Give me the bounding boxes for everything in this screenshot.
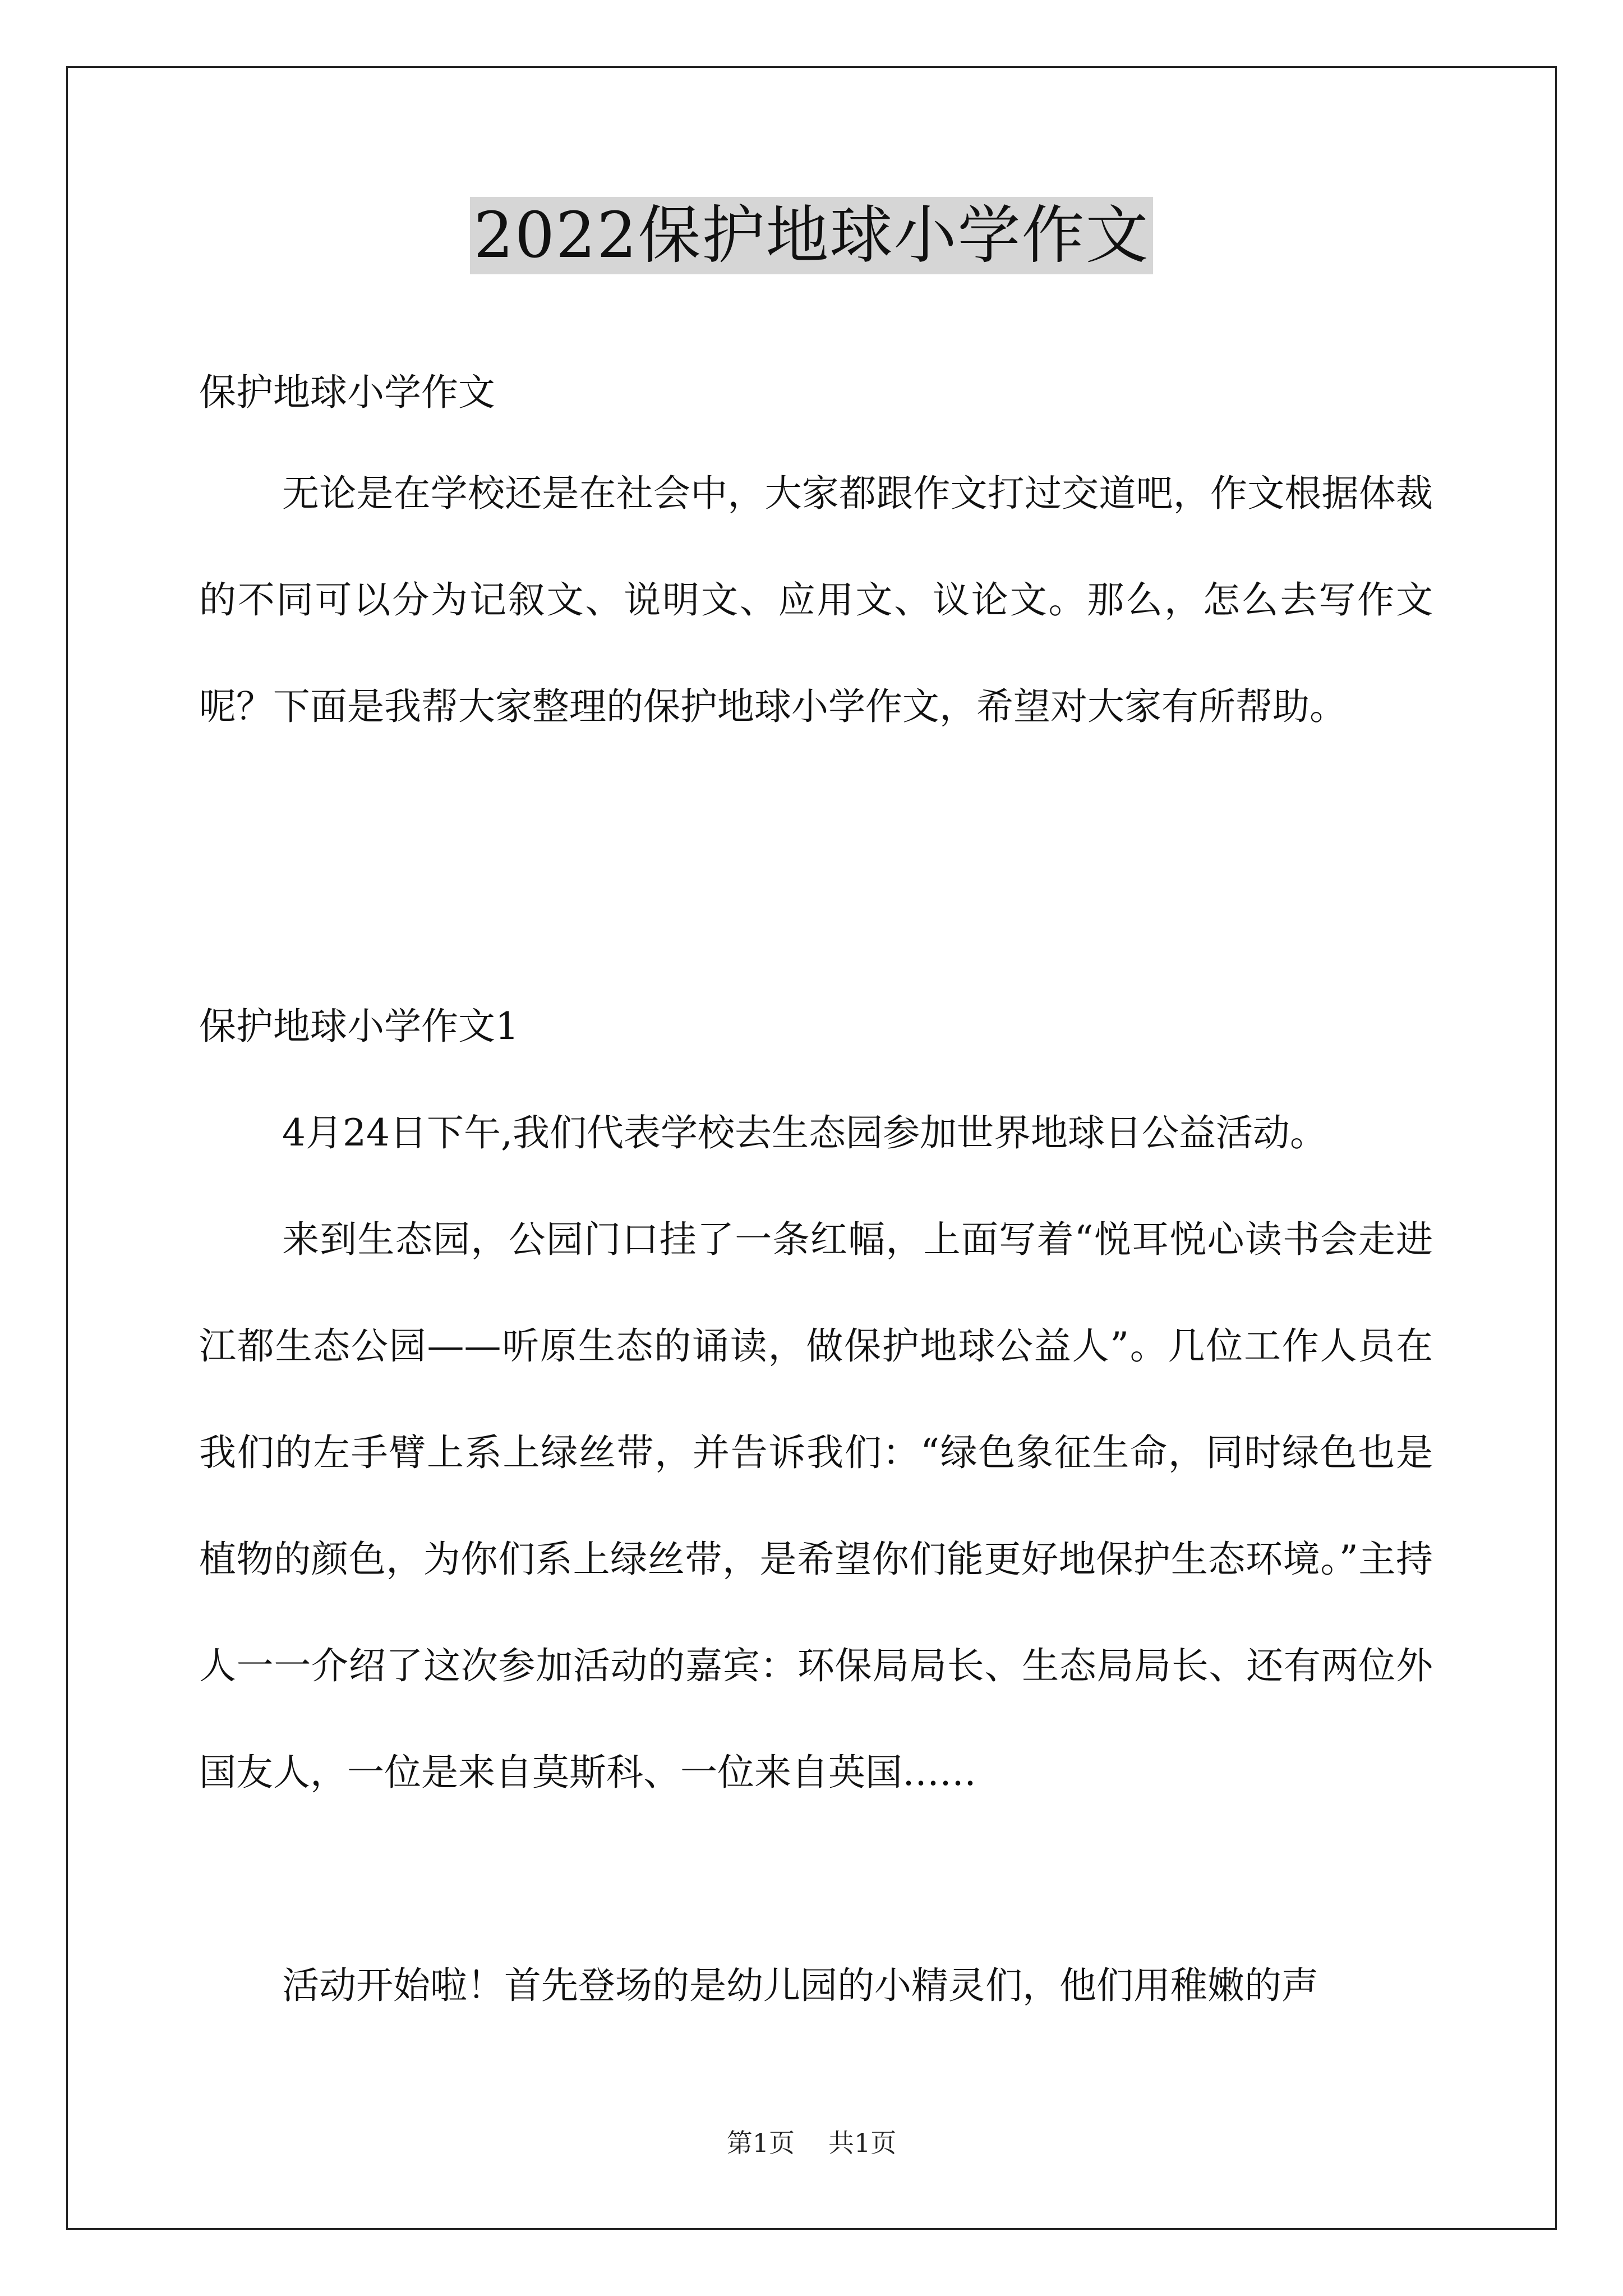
document-title-text: 2022保护地球小学作文 [470, 197, 1152, 274]
body-paragraph-1: 4月24日下午,我们代表学校去生态园参加世界地球日公益活动。 [282, 1111, 1327, 1154]
intro-paragraph: 无论是在学校还是在社会中，大家都跟作文打过交道吧，作文根据体裁的不同可以分为记叙文、说明文、应用文、议论文。那么，怎么去写作文呢？下面是我帮大家整理的保护地球小学作文，希望对大家有所帮助。 [199, 472, 1433, 728]
document-title [0, 194, 1623, 278]
body-paragraph-3: 活动开始啦！首先登场的是幼儿园的小精灵们，他们用稚嫩的声 [282, 1964, 1318, 2007]
document-subtitle: 保护地球小学作文 [199, 371, 495, 414]
page-number: 第1页 [726, 2128, 795, 2158]
page-total: 共1页 [828, 2128, 897, 2158]
body-paragraph-2: 来到生态园，公园门口挂了一条红幅，上面写着“悦耳悦心读书会走进江都生态公园——听原生态的诵读，做保护地球公益人”。几位工作人员在我们的左手臂上系上绿丝带，并告诉我们：“绿色象征生命，同时绿色也是植物的颜色，为你们系上绿丝带，是希望你们能更好地保护生态环境。”主持人一一介绍了这次参加活动的嘉宾：环保局局长、生态局局长、还有两位外国友人，一位是来自莫斯科、一位来自英国…… [199, 1218, 1433, 1794]
page-footer [0, 2126, 1623, 2160]
section-heading: 保护地球小学作文1 [199, 1005, 519, 1048]
